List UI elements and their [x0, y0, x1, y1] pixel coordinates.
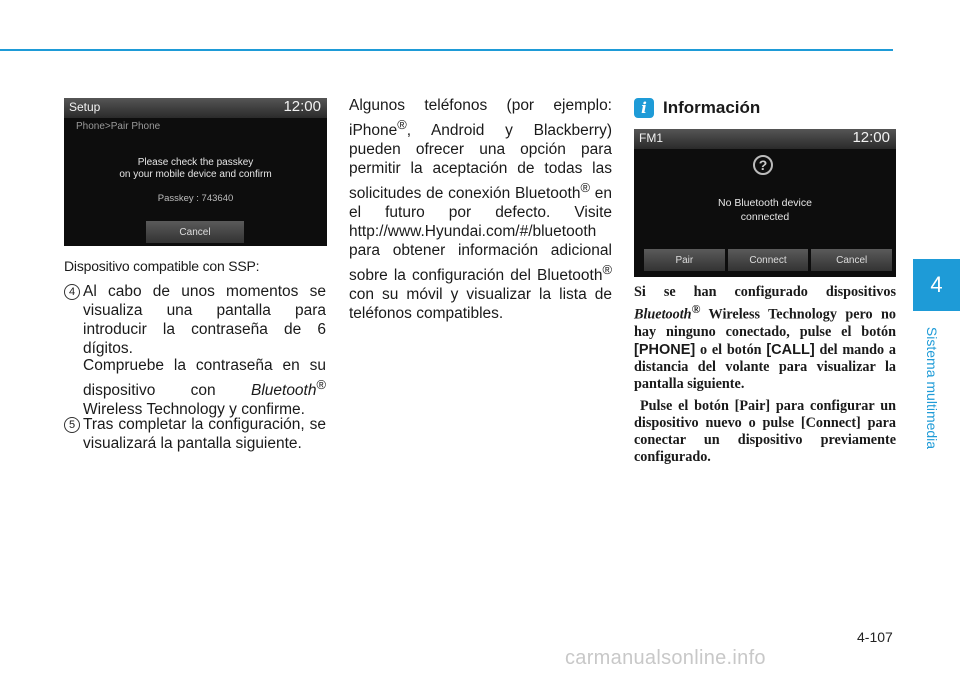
registered-mark: ®	[691, 302, 701, 317]
phone-key-label: [PHONE]	[634, 341, 696, 358]
connect-button: Connect	[728, 249, 809, 271]
cancel-button: Cancel	[146, 221, 244, 243]
passkey-value: Passkey : 743640	[157, 193, 234, 204]
setup-passkey-screenshot	[64, 98, 327, 246]
screen-title: FM1	[639, 131, 663, 145]
step-item	[64, 415, 326, 453]
registered-mark: ®	[580, 180, 590, 196]
chapter-number: 4	[930, 272, 943, 297]
question-icon: ?	[753, 155, 773, 175]
passkey-message-line1: Please check the passkey	[137, 157, 254, 168]
info-text-c: o el botón	[695, 341, 767, 358]
screen-breadcrumb: Phone>Pair Phone	[76, 121, 161, 132]
step-number-5: 5	[64, 417, 80, 433]
fm-no-device-screenshot	[634, 129, 896, 277]
info-paragraph	[634, 284, 896, 394]
step-text: Al cabo de unos momentos se visualiza una pantalla para introducir la contraseña de 6 dígitos.	[83, 283, 326, 357]
call-key-label: [CALL]	[766, 341, 815, 358]
pair-button: Pair	[644, 249, 725, 271]
screen-button-row	[644, 249, 892, 271]
step-text: Tras completar la configuración, se visualizará la pantalla siguiente.	[83, 416, 326, 452]
screen-clock: 12:00	[852, 129, 890, 146]
cancel-button: Cancel	[811, 249, 892, 271]
bluetooth-brand: Bluetooth	[634, 307, 692, 324]
col2-text-2: , Android y Blackberry) pueden ofrecer una opción para permitir la aceptación de todas las solicitudes de conexión Bluetooth	[349, 122, 612, 203]
chapter-label-container	[922, 318, 942, 458]
no-device-message-line1: No Bluetooth device	[718, 197, 812, 209]
header-rule	[0, 49, 893, 51]
info-body	[634, 284, 896, 467]
info-text-a: Si se han configurado dispositivos	[634, 284, 896, 300]
info-icon: i	[634, 98, 654, 118]
registered-mark: ®	[397, 117, 407, 132]
screen-title-bar	[64, 98, 327, 118]
info-heading	[634, 96, 760, 120]
screen-title-bar	[634, 129, 896, 149]
col2-text-3: en el futuro por defecto. Visite http://www.Hyundai.com/#/bluetooth para obtener información adicional sobre la configuración del Bluetooth	[349, 185, 612, 285]
step-paragraph-text: Compruebe la contraseña en su dispositivo con	[83, 357, 326, 400]
no-device-message	[634, 196, 896, 224]
step-paragraph	[83, 356, 326, 419]
figure-caption: Dispositivo compatible con SSP:	[64, 258, 260, 274]
page-number: 4-107	[857, 629, 893, 645]
screen-clock: 12:00	[283, 98, 321, 115]
col2-text-4: con su móvil y visualizar la lista de teléfonos compatibles.	[349, 286, 612, 323]
info-paragraph-2: Pulse el botón [Pair] para configurar un dispositivo nuevo o pulse [Connect] para conectar un dispositivo previamente configurado.	[634, 397, 896, 466]
step-item	[64, 282, 326, 358]
chapter-title: Sistema multimedia	[924, 326, 940, 450]
chapter-tab	[913, 259, 960, 311]
step-number-4: 4	[64, 284, 80, 300]
watermark: carmanualsonline.info	[565, 647, 766, 669]
registered-mark: ®	[602, 262, 612, 278]
compatibility-paragraph	[349, 96, 612, 323]
bluetooth-brand: Bluetooth	[250, 382, 317, 400]
passkey-message	[64, 157, 327, 181]
step-paragraph-text-end: Wireless Technology y confirme.	[83, 401, 305, 419]
info-text-d: del mando a distancia del volante para visualizar la pantalla siguiente.	[634, 341, 896, 393]
no-device-message-line2: connected	[740, 211, 790, 223]
passkey-message-line2: on your mobile device and confirm	[119, 169, 272, 180]
info-title: Información	[663, 98, 761, 117]
registered-mark: ®	[316, 377, 326, 392]
col2-text-1: Algunos teléfonos (por ejemplo: iPhone	[349, 97, 612, 140]
screen-title: Setup	[69, 100, 101, 114]
info-text-b: Wireless Technology pero no hay ninguno conectado, pulse el botón	[634, 307, 896, 341]
